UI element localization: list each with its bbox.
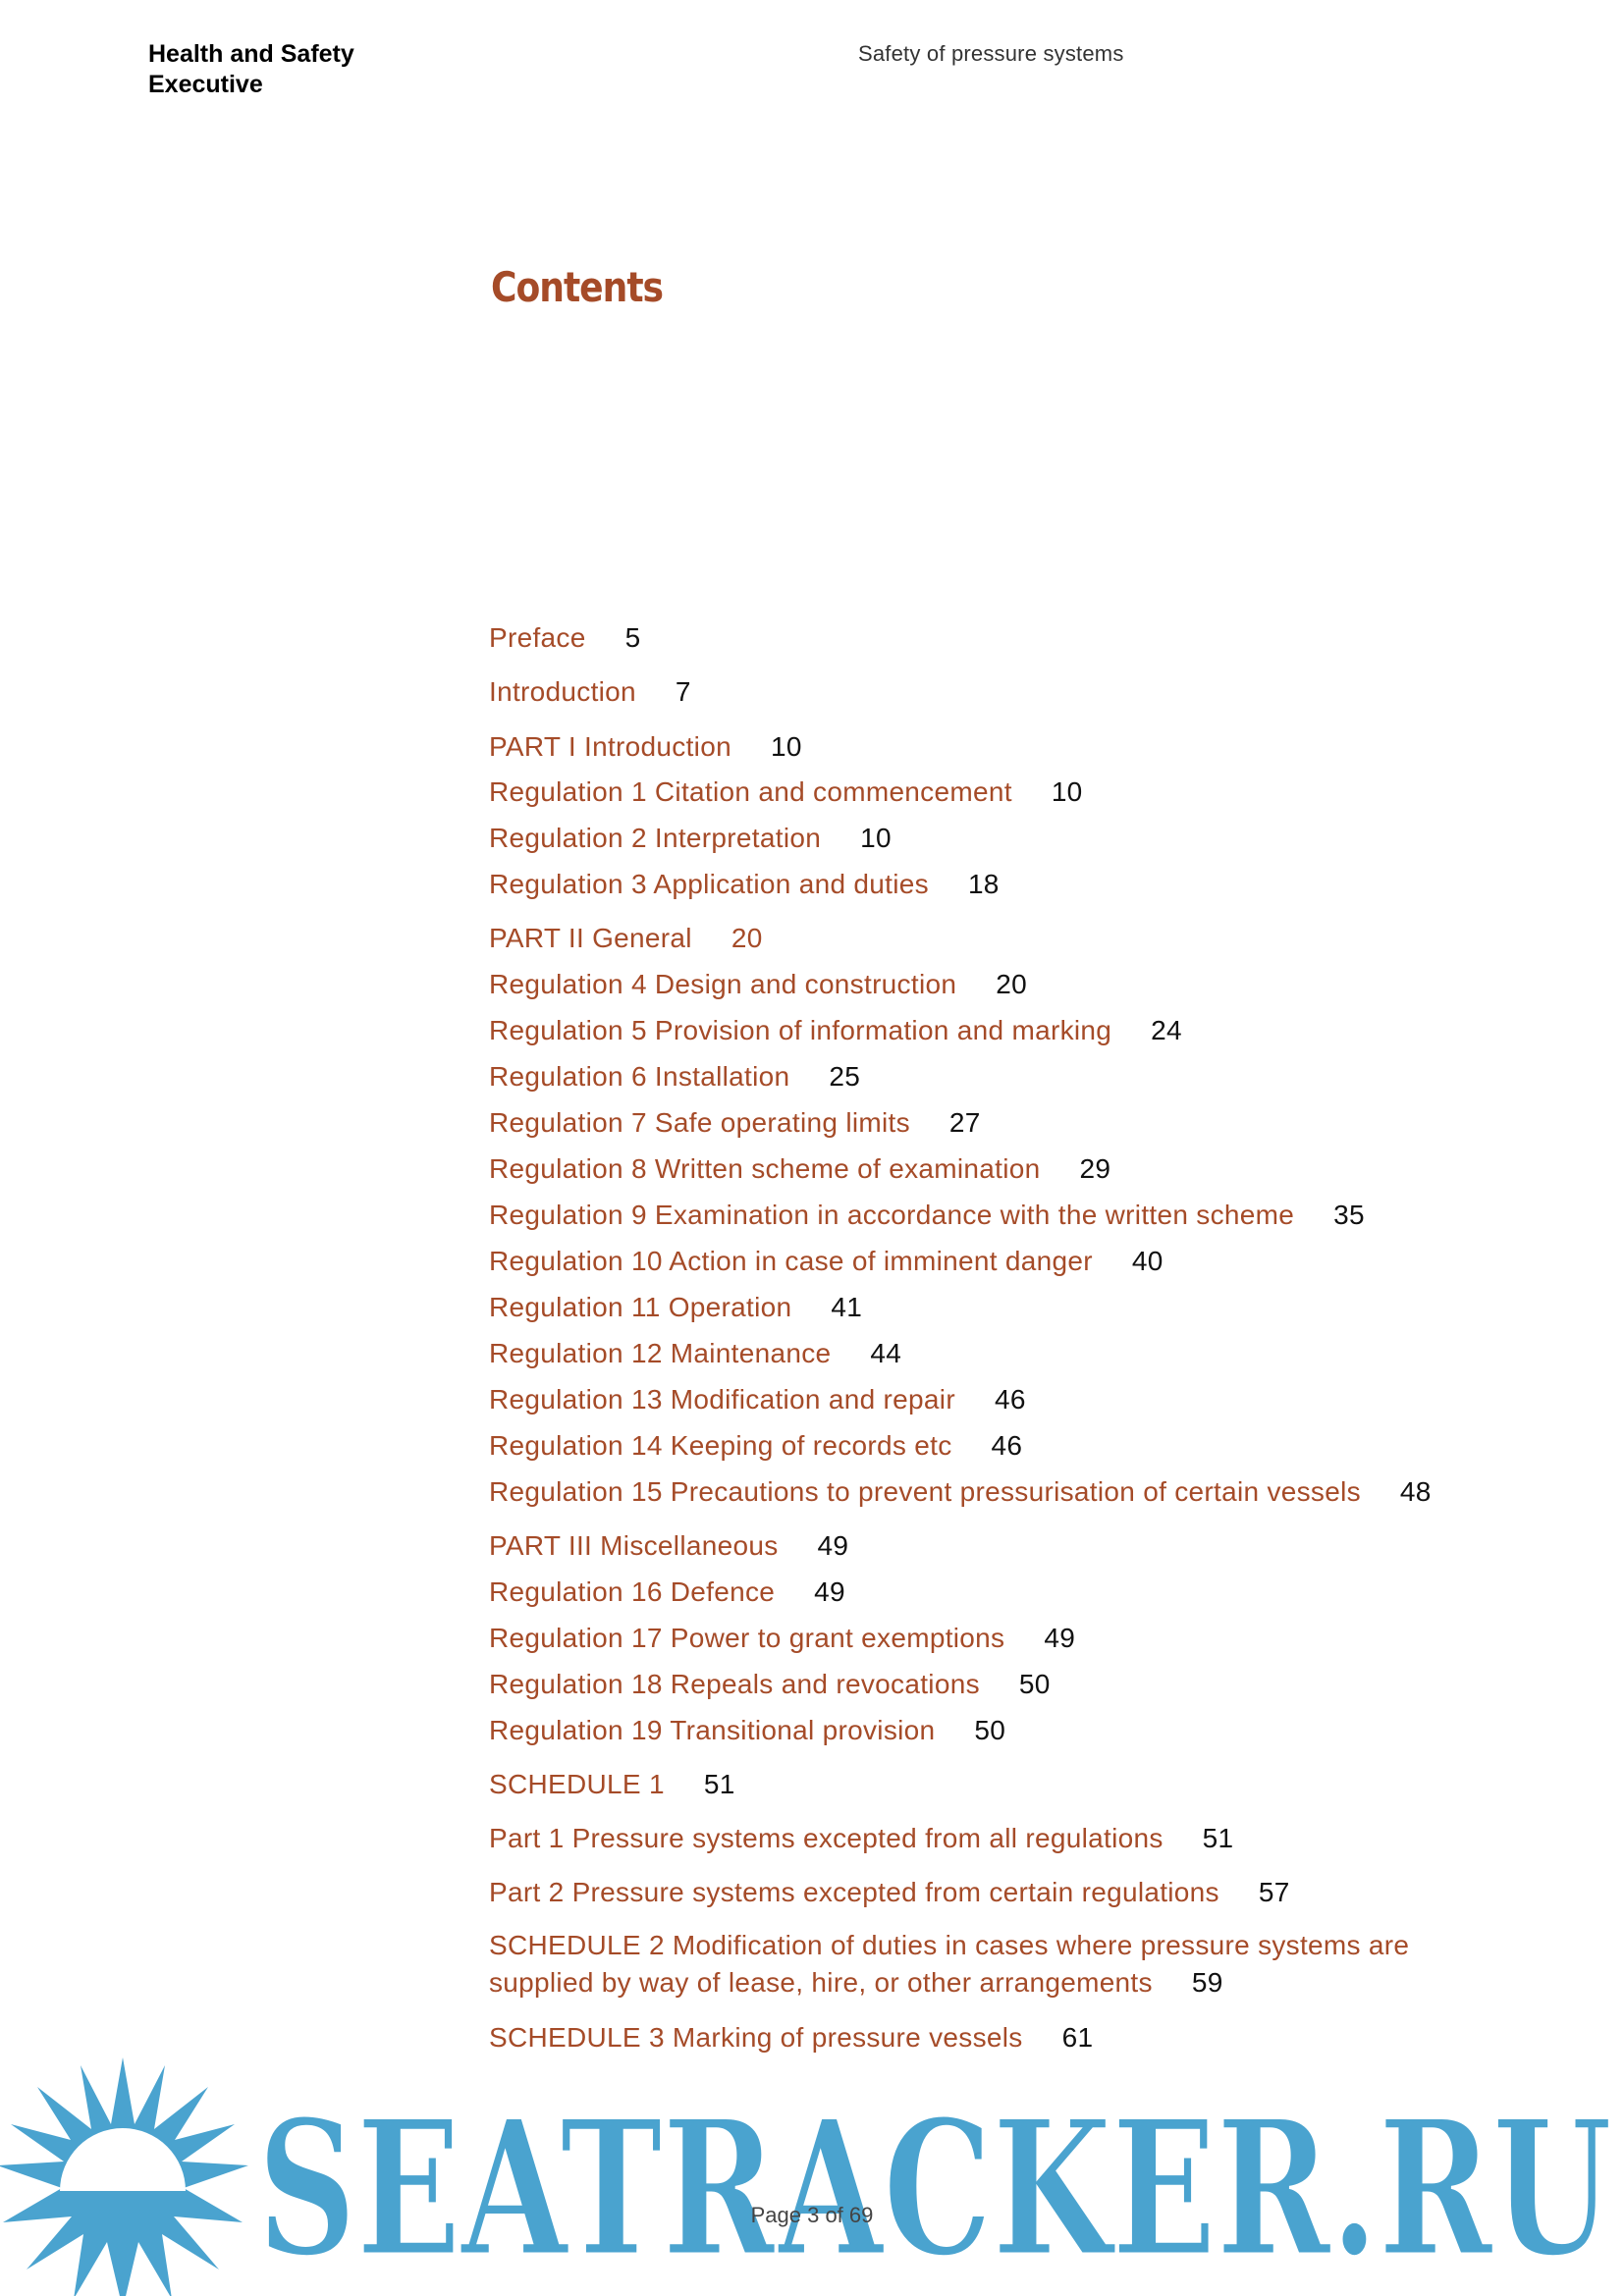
toc-entry-regulation-16[interactable] <box>489 1574 845 1611</box>
toc-entry-regulation-4[interactable] <box>489 966 1027 1003</box>
page-number: Page 3 of 69 <box>750 2203 874 2227</box>
toc-entry-label: Regulation 10 Action in case of imminent danger <box>489 1246 1093 1276</box>
toc-entry-regulation-5[interactable] <box>489 1012 1182 1049</box>
toc-entry-label: Regulation 3 Application and duties <box>489 869 929 899</box>
toc-entry-page: 61 <box>1061 2022 1094 2053</box>
toc-entry-regulation-6[interactable] <box>489 1058 860 1095</box>
organization-name <box>148 39 354 100</box>
toc-entry-page: 51 <box>1202 1823 1234 1853</box>
toc-entry-schedule-1[interactable] <box>489 1766 735 1803</box>
toc-entry-page: 46 <box>994 1384 1026 1415</box>
page-title: Contents <box>491 263 664 311</box>
toc-entry-regulation-18[interactable] <box>489 1666 1051 1703</box>
watermark-text: SEATRACKER.RU <box>257 2079 1612 2296</box>
toc-entry-regulation-17[interactable] <box>489 1620 1075 1657</box>
toc-entry-regulation-14[interactable] <box>489 1427 1022 1465</box>
toc-entry-label: Part 1 Pressure systems excepted from all regulations <box>489 1823 1164 1853</box>
toc-entry-regulation-8[interactable] <box>489 1150 1110 1188</box>
toc-entry-label: Regulation 11 Operation <box>489 1292 792 1322</box>
toc-entry-label: SCHEDULE 3 Marking of pressure vessels <box>489 2022 1023 2053</box>
toc-entry-label: Regulation 14 Keeping of records etc <box>489 1430 952 1461</box>
toc-entry-label: SCHEDULE 2 Modification of duties in cases where pressure systems are supplied by way of lease, hire, or other arrangements <box>489 1930 1410 1998</box>
toc-entry-label: Regulation 6 Installation <box>489 1061 790 1092</box>
toc-entry-label: Regulation 13 Modification and repair <box>489 1384 955 1415</box>
toc-entry-schedule-1-part-1[interactable] <box>489 1820 1233 1857</box>
toc-entry-regulation-9[interactable] <box>489 1197 1365 1234</box>
toc-entry-part-1[interactable] <box>489 728 802 766</box>
toc-entry-page: 51 <box>703 1769 735 1799</box>
toc-entry-regulation-11[interactable] <box>489 1289 862 1326</box>
organization-line-1: Health and Safety <box>148 40 354 68</box>
toc-entry-label: Regulation 18 Repeals and revocations <box>489 1669 980 1699</box>
toc-entry-page: 50 <box>1018 1669 1051 1699</box>
toc-entry-page: 50 <box>974 1715 1006 1745</box>
toc-entry-label: Regulation 19 Transitional provision <box>489 1715 936 1745</box>
toc-entry-regulation-13[interactable] <box>489 1381 1026 1418</box>
toc-entry-label: Regulation 5 Provision of information and marking <box>489 1015 1112 1045</box>
toc-entry-page: 10 <box>1051 776 1083 807</box>
toc-entry-page: 18 <box>967 869 1000 899</box>
toc-entry-page: 27 <box>948 1107 981 1138</box>
toc-entry-part-3[interactable] <box>489 1527 848 1565</box>
toc-entry-page: 5 <box>624 622 641 653</box>
toc-entry-page: 57 <box>1258 1877 1290 1907</box>
toc-entry-page: 49 <box>1044 1623 1076 1653</box>
toc-entry-label: PART III Miscellaneous <box>489 1530 779 1561</box>
toc-entry-regulation-19[interactable] <box>489 1712 1005 1749</box>
toc-entry-label: PART II General <box>489 923 692 953</box>
organization-line-2: Executive <box>148 71 263 98</box>
toc-entry-label: Regulation 2 Interpretation <box>489 823 822 853</box>
toc-entry-regulation-7[interactable] <box>489 1104 981 1142</box>
toc-entry-label: Regulation 9 Examination in accordance with the written scheme <box>489 1200 1295 1230</box>
toc-entry-page: 10 <box>860 823 892 853</box>
toc-entry-page: 41 <box>831 1292 863 1322</box>
toc-entry-label: PART I Introduction <box>489 731 731 762</box>
toc-entry-label: Regulation 17 Power to grant exemptions <box>489 1623 1005 1653</box>
sun-icon <box>0 2057 248 2296</box>
toc-entry-page: 59 <box>1191 1967 1223 1998</box>
toc-entry-label: Regulation 1 Citation and commencement <box>489 776 1012 807</box>
toc-entry-label: Preface <box>489 622 586 653</box>
toc-entry-page: 40 <box>1131 1246 1164 1276</box>
toc-entry-part-2[interactable] <box>489 920 763 957</box>
toc-entry-page: 7 <box>675 676 691 707</box>
toc-entry-page: 20 <box>731 923 763 953</box>
toc-entry-schedule-1-part-2[interactable] <box>489 1874 1290 1911</box>
toc-entry-page: 35 <box>1333 1200 1365 1230</box>
toc-entry-preface[interactable] <box>489 619 640 657</box>
toc-entry-page: 25 <box>829 1061 861 1092</box>
toc-entry-page: 49 <box>814 1576 845 1607</box>
toc-entry-label: Introduction <box>489 676 636 707</box>
toc-entry-page: 46 <box>991 1430 1023 1461</box>
toc-entry-page: 24 <box>1151 1015 1182 1045</box>
document-title: Safety of pressure systems <box>858 41 1124 66</box>
toc-entry-regulation-2[interactable] <box>489 820 892 857</box>
watermark <box>0 2052 1624 2296</box>
toc-entry-page: 20 <box>996 969 1027 999</box>
toc-entry-regulation-10[interactable] <box>489 1243 1164 1280</box>
toc-entry-regulation-1[interactable] <box>489 774 1083 811</box>
toc-entry-label: SCHEDULE 1 <box>489 1769 665 1799</box>
toc-entry-page: 29 <box>1079 1153 1111 1184</box>
toc-entry-page: 44 <box>870 1338 902 1368</box>
toc-entry-page: 49 <box>817 1530 849 1561</box>
toc-entry-label: Regulation 8 Written scheme of examination <box>489 1153 1041 1184</box>
toc-entry-label: Regulation 7 Safe operating limits <box>489 1107 910 1138</box>
toc-entry-page: 48 <box>1399 1476 1432 1507</box>
toc-entry-label: Regulation 12 Maintenance <box>489 1338 832 1368</box>
toc-entry-label: Regulation 15 Precautions to prevent pressurisation of certain vessels <box>489 1476 1361 1507</box>
toc-entry-regulation-15[interactable] <box>489 1473 1432 1511</box>
toc-entry-label: Part 2 Pressure systems excepted from certain regulations <box>489 1877 1219 1907</box>
toc-entry-label: Regulation 16 Defence <box>489 1576 776 1607</box>
toc-entry-regulation-3[interactable] <box>489 866 1000 903</box>
toc-entry-schedule-2[interactable] <box>489 1927 1471 2002</box>
toc-entry-label: Regulation 4 Design and construction <box>489 969 957 999</box>
toc-entry-page: 10 <box>770 731 802 762</box>
toc-entry-regulation-12[interactable] <box>489 1335 901 1372</box>
toc-entry-introduction[interactable] <box>489 673 691 711</box>
